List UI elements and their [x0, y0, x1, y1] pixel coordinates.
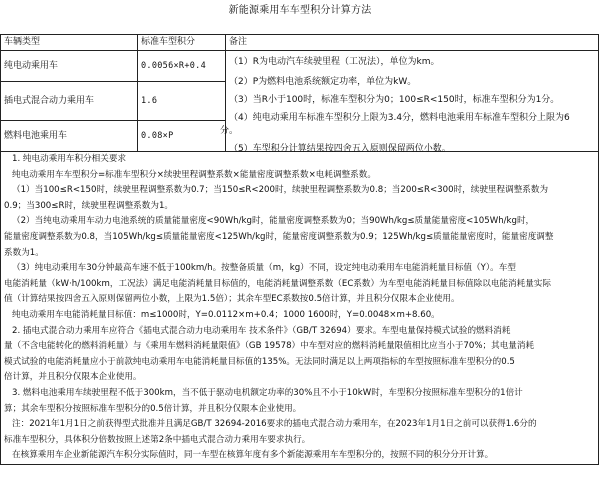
body-row — [1, 152, 599, 465]
note-line: （2）P为燃料电池系统额定功率，单位为kW。 — [229, 77, 417, 87]
note-line: （3）当R小于100时，标准车型积分为0；100≤R<150时，标准车型积分为1分。 — [229, 95, 560, 105]
note-line: 分。 — [220, 126, 239, 136]
paragraph-line: 在核算乘用车企业新能源汽车积分实际值时，同一车型在核算年度有多个新能源乘用车车型积分的，按照不同的积分分开计算。 — [12, 450, 494, 461]
vehicle-type-cell: 插电式混合动力乘用车 — [1, 82, 138, 121]
paragraph-line: 倍计算，并且积分仅限本企业使用。 — [4, 372, 142, 383]
standard-score-cell: 0.0056×R+0.4 — [138, 51, 226, 82]
paragraph-line: （1）当100≤R<150时，续驶里程调整系数为0.7；当150≤R<200时，续驶里程调整系数为0.8；当200≤R<300时，续驶里程调整系数为 — [12, 185, 549, 196]
section-heading: 1. 纯电动乘用车积分相关要求 — [12, 154, 127, 164]
page-title: 新能源乘用车车型积分计算方法 — [228, 5, 372, 16]
vehicle-type-cell: 燃料电池乘用车 — [1, 121, 138, 152]
paragraph-line: 算；其余车型积分按照标准车型积分的0.5倍计算，并且积分仅限本企业使用。 — [4, 403, 302, 414]
header-standard-score: 标准车型积分 — [138, 35, 226, 51]
header-notes: 备注 — [226, 35, 599, 51]
paragraph-line: 电能消耗量（kW·h/100km，工况法）满足电能消耗量目标值的，电能消耗量调整系数（EC系数）为车型电能消耗量目标值除以电能消耗量实际 — [4, 278, 551, 289]
note-paragraph: 注：2021年1月1日之前获得型式批准并且满足GB/T 32694-2016要求的插电式混合动力乘用车，在2023年1月1日之前可以获得1.6分的 — [12, 419, 537, 430]
paragraph-line: 模式试验的电能消耗量应小于前款纯电动乘用车电能消耗量目标值的135%。无法同时满足以上两项指标的车型按照标准车型积分的0.5 — [4, 356, 515, 367]
paragraph-line: 值（计算结果按四舍五入原则保留两位小数，上限为1.5倍）；其余车型EC系数按0.5倍计算，并且积分仅限本企业使用。 — [4, 294, 460, 305]
notes-cell — [220, 51, 599, 154]
standard-score-cell: 0.08×P — [138, 121, 226, 152]
paragraph-line: （3）纯电动乘用车30分钟最高车速不低于100km/h。按整备质量（m，kg）不同，设定纯电动乘用车电能消耗量目标值（Y）。车型 — [12, 263, 516, 274]
paragraph-line: 量（不含电能转化的燃料消耗量）与《乘用车燃料消耗量限值》（GB 19578）中车型对应的燃料消耗量限值相比应当小于70%；其电量消耗 — [4, 341, 535, 352]
vehicle-type-cell: 纯电动乘用车 — [1, 51, 138, 82]
note-line: （4）纯电动乘用车标准车型积分上限为3.4分，燃料电池乘用车标准车型积分上限为6 — [229, 113, 570, 123]
paragraph-line: 0.9；当300≤R时，续驶里程调整系数为1。 — [4, 200, 174, 211]
table-row — [1, 51, 599, 82]
paragraph-line: 系数为1。 — [4, 247, 44, 258]
standard-score-cell: 1.6 — [138, 82, 226, 121]
header-vehicle-type: 车辆类型 — [1, 35, 138, 51]
body-text-cell — [1, 152, 599, 465]
scoring-table — [0, 34, 599, 465]
table-header-row — [1, 35, 599, 51]
paragraph-line: 纯电动乘用车车型积分=标准车型积分×续驶里程调整系数×能量密度调整系数×电耗调整系数。 — [12, 169, 376, 180]
paragraph-line: 标准车型积分，具体积分倍数按照上述第2条中插电式混合动力乘用车要求执行。 — [4, 434, 311, 445]
note-line: （5）车型积分计算结果按四舍五入原则保留两位小数。 — [229, 144, 451, 154]
paragraph-line: 纯电动乘用车电能消耗量目标值：m≤1000时，Y=0.0112×m+0.4；1000 1600时，Y=0.0048×m+8.60。 — [12, 309, 440, 320]
note-line: （1）R为电动汽车续驶里程（工况法），单位为km。 — [229, 57, 440, 67]
paragraph-line: （2）当纯电动乘用车动力电池系统的质量能量密度<90Wh/kg时，能量密度调整系数为0；当90Wh/kg≤质量能量密度<105Wh/kg时， — [12, 216, 535, 227]
section-heading: 2. 插电式混合动力乘用车应符合《插电式混合动力电动乘用车 技术条件》（GB/T 32694）要求。车型电量保持模式试验的燃料消耗 — [12, 325, 511, 336]
paragraph-line: 能量密度调整系数为0.8，当105Wh/kg≤质量能量密度<125Wh/kg时，能量密度调整系数为0.9；125Wh/kg≤质量能量密度时，能量密度调整 — [4, 231, 554, 242]
section-heading: 3. 燃料电池乘用车续驶里程不低于300km，当不低于驱动电机额定功率的30%且不小于10kW时，车型积分按照标准车型积分的1倍计 — [12, 387, 523, 398]
